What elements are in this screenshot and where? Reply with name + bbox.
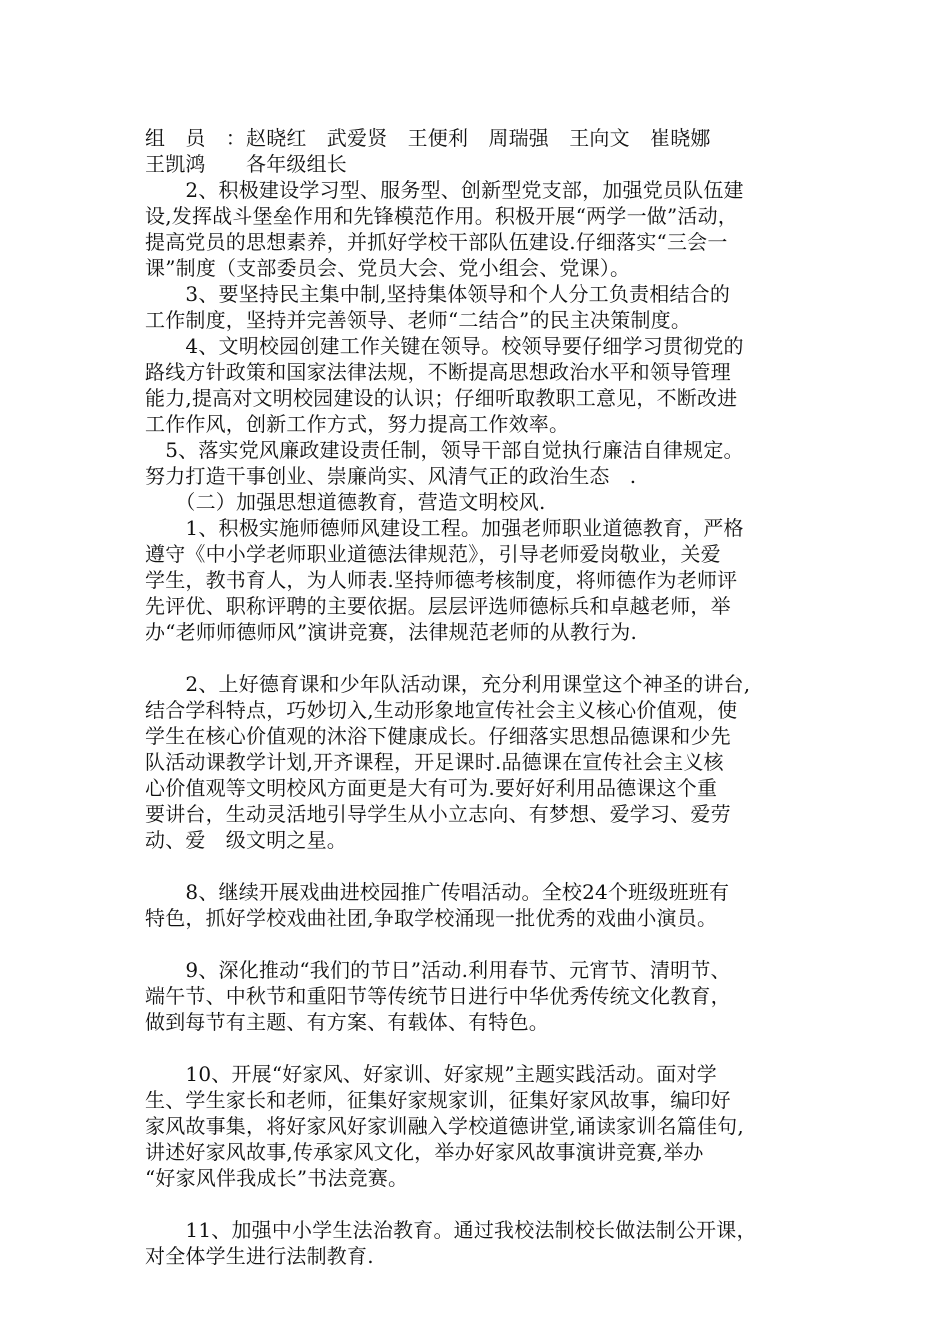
paragraph-moral-class-line: 心价值观等文明校风方面更是大有可为.要好好利用品德课这个重 — [145, 776, 718, 800]
paragraph-10-line: “好家风伴我成长”书法竞赛。 — [145, 1166, 409, 1190]
paragraph-9-line: 端午节、中秋节和重阳节等传统节日进行中华优秀传统文化教育， — [145, 984, 731, 1008]
paragraph-10-line: 讲述好家风故事,传承家风文化，举办好家风故事演讲竞赛,举办 — [145, 1140, 704, 1164]
paragraph-9-line: 9、深化推动“我们的节日”活动.利用春节、元宵节、清明节、 — [145, 958, 731, 982]
paragraph-moral-class-line: 结合学科特点，巧妙切入,生动形象地宣传社会主义核心价值观，使 — [145, 698, 738, 722]
paragraph-4-line: 4、文明校园创建工作关键在领导。校领导要仔细学习贯彻党的 — [145, 334, 744, 358]
paragraph-5-line: 5、落实党风廉政建设责任制，领导干部自觉执行廉洁自律规定。 — [145, 438, 744, 462]
paragraph-10-line: 10、开展“好家风、好家训、好家规”主题实践活动。面对学 — [145, 1062, 717, 1086]
paragraph-9-line: 做到每节有主题、有方案、有载体、有特色。 — [145, 1010, 549, 1034]
paragraph-moral-class-line: 要讲台，生动灵活地引导学生从小立志向、有梦想、爱学习、爱劳 — [145, 802, 731, 826]
paragraph-2-line: 2、积极建设学习型、服务型、创新型党支部，加强党员队伍建 — [145, 178, 744, 202]
group-members-line-2: 王凯鸿 各年级组长 — [145, 152, 347, 176]
paragraph-moral-class-line: 学生在核心价值观的沐浴下健康成长。仔细落实思想品德课和少先 — [145, 724, 731, 748]
paragraph-1-line: 学生，教书育人，为人师表.坚持师德考核制度，将师德作为老师评 — [145, 568, 738, 592]
paragraph-2-line: 提高党员的思想素养，并抓好学校干部队伍建设.仔细落实“三会一 — [145, 230, 728, 254]
paragraph-10-line: 家风故事集，将好家风好家训融入学校道德讲堂,诵读家训名篇佳句, — [145, 1114, 744, 1138]
paragraph-moral-class-line: 动、爱 级文明之星。 — [145, 828, 347, 852]
paragraph-11-line: 11、加强中小学生法治教育。通过我校法制校长做法制公开课， — [145, 1218, 757, 1242]
paragraph-1-line: 先评优、职称评聘的主要依据。层层评选师德标兵和卓越老师，举 — [145, 594, 731, 618]
paragraph-1-line: 办“老师师德师风”演讲竞赛，法律规范老师的从教行为. — [145, 620, 638, 644]
paragraph-4-line: 路线方针政策和国家法律法规，不断提高思想政治水平和领导管理 — [145, 360, 731, 384]
paragraph-10-line: 生、学生家长和老师，征集好家规家训，征集好家风故事，编印好 — [145, 1088, 731, 1112]
section-heading: （二）加强思想道德教育，营造文明校风. — [145, 490, 546, 514]
paragraph-moral-class-line: 2、上好德育课和少年队活动课，充分利用课堂这个神圣的讲台, — [145, 672, 751, 696]
paragraph-1-line: 遵守《中小学老师职业道德法律规范》，引导老师爱岗敬业，关爱 — [145, 542, 721, 566]
paragraph-3-line: 工作制度，坚持并完善领导、老师“二结合”的民主决策制度。 — [145, 308, 692, 332]
paragraph-8-line: 8、继续开展戏曲进校园推广传唱活动。全校24个班级班班有 — [145, 880, 730, 904]
paragraph-4-line: 工作作风，创新工作方式，努力提高工作效率。 — [145, 412, 570, 436]
paragraph-5-line: 努力打造干事创业、崇廉尚实、风清气正的政治生态 . — [145, 464, 637, 488]
paragraph-1-line: 1、积极实施师德师风建设工程。加强老师职业道德教育，严格 — [145, 516, 744, 540]
paragraph-11-line: 对全体学生进行法制教育. — [145, 1244, 374, 1268]
paragraph-2-line: 课”制度（支部委员会、党员大会、党小组会、党课）。 — [145, 256, 631, 280]
paragraph-4-line: 能力,提高对文明校园建设的认识；仔细听取教职工意见，不断改进 — [145, 386, 738, 410]
paragraph-moral-class-line: 队活动课教学计划,开齐课程，开足课时.品德课在宣传社会主义核 — [145, 750, 724, 774]
paragraph-3-line: 3、要坚持民主集中制,坚持集体领导和个人分工负责相结合的 — [145, 282, 731, 306]
paragraph-8-line: 特色，抓好学校戏曲社团,争取学校涌现一批优秀的戏曲小演员。 — [145, 906, 718, 930]
paragraph-2-line: 设,发挥战斗堡垒作用和先锋模范作用。积极开展“两学一做”活动， — [145, 204, 739, 228]
group-members-line: 组 员 ：赵晓红 武爱贤 王便利 周瑞强 王向文 崔晓娜 — [145, 126, 711, 150]
